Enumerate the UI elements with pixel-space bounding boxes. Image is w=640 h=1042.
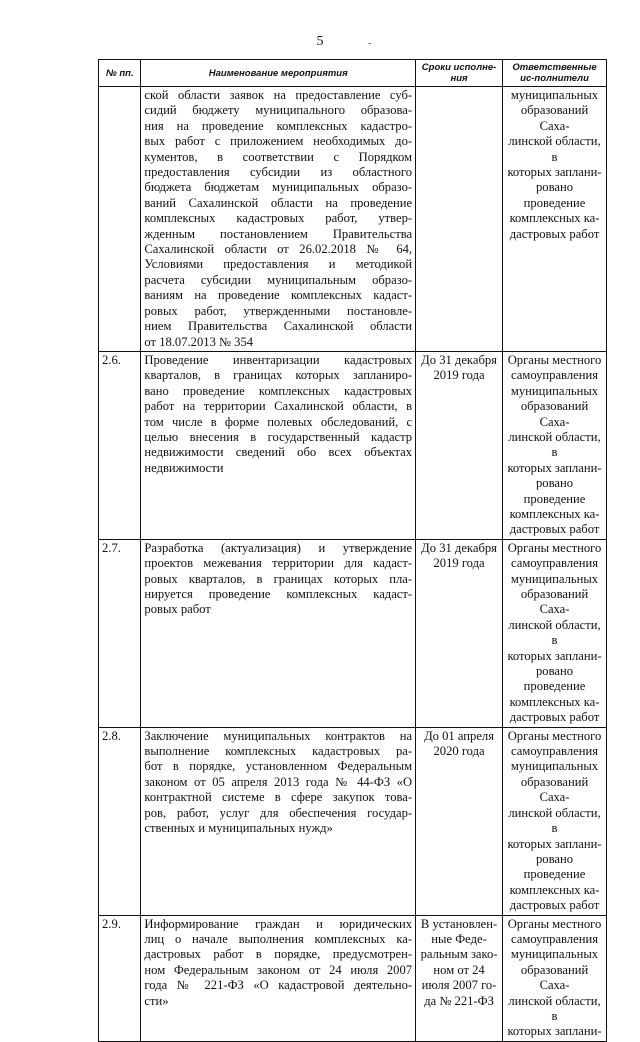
activity-name-line: ровых работ, утвержденными постановле- bbox=[144, 303, 413, 318]
activity-name-line: Проведение инвентаризации кадастровых bbox=[144, 352, 413, 367]
row-number bbox=[99, 87, 141, 352]
activity-name-line: от 18.07.2013 № 354 bbox=[144, 334, 254, 349]
responsible-line: которых заплани- bbox=[507, 836, 602, 851]
table-row bbox=[99, 727, 607, 915]
activity-name-line: Информирование граждан и юридических bbox=[144, 916, 413, 931]
responsible-line: Органы местного bbox=[507, 728, 602, 743]
deadline-line: да № 221-ФЗ bbox=[424, 993, 494, 1008]
activity-name-line: ровых работ bbox=[144, 602, 211, 617]
activity-name-line: проектов межевания территории для кадаст- bbox=[144, 556, 413, 571]
activity-name-line: целью внесения в государственный кадастр bbox=[144, 429, 413, 444]
responsible bbox=[503, 915, 607, 1041]
activity-name-line: ственных и муниципальных нужд» bbox=[144, 821, 333, 836]
responsible-line: образований Саха- bbox=[520, 774, 589, 805]
responsible-line: образований Саха- bbox=[520, 399, 589, 429]
responsible bbox=[503, 87, 607, 352]
activity-name-line: сти» bbox=[144, 993, 169, 1008]
deadline-line: июля 2007 го- bbox=[421, 978, 497, 993]
deadline-line: В установлен- bbox=[420, 916, 498, 931]
responsible-line: ровано проведение bbox=[523, 180, 586, 210]
responsible-line: дастровых работ bbox=[509, 898, 600, 913]
responsible-line: которых заплани- bbox=[507, 165, 602, 180]
responsible-line: комплексных ка- bbox=[509, 882, 600, 897]
responsible-line: комплексных ка- bbox=[509, 694, 600, 709]
activities-table bbox=[98, 59, 607, 1042]
activity-name bbox=[141, 915, 416, 1041]
activity-name bbox=[141, 727, 416, 915]
activity-name-line: дастровых работ в порядке, предусмотрен- bbox=[144, 947, 413, 962]
activity-name-line: ваниям на проведение комплексных кадаст- bbox=[144, 288, 413, 303]
responsible bbox=[503, 539, 607, 727]
table-row bbox=[99, 915, 607, 1041]
responsible-line: образований Саха- bbox=[520, 962, 589, 993]
activity-name-line: Сахалинской области от 26.02.2018 № 64, bbox=[144, 242, 413, 257]
responsible-line: Органы местного bbox=[507, 352, 602, 367]
activity-name-line: нием Правительства Сахалинской области bbox=[144, 319, 413, 334]
responsible-line: линской области, в bbox=[508, 134, 601, 164]
activity-name-line: вых работ с приложением необходимых до- bbox=[144, 134, 413, 149]
activity-name bbox=[141, 87, 416, 352]
activity-name-line: ров, работ, услуг для обеспечения государ- bbox=[144, 805, 413, 820]
responsible-line: самоуправления bbox=[511, 744, 598, 759]
responsible-line: муниципальных bbox=[510, 947, 599, 962]
header-num: № пп. bbox=[99, 60, 141, 87]
responsible-line: линской области, в bbox=[508, 805, 601, 836]
deadline-line: До 01 апреля bbox=[424, 728, 494, 743]
responsible-line: Органы местного bbox=[507, 916, 602, 931]
activity-name-line: контрактной системе в сфере закупок това- bbox=[144, 790, 413, 805]
responsible-line: муниципальных bbox=[510, 383, 599, 398]
deadline-line: ральным зако- bbox=[420, 947, 498, 962]
responsible-line: самоуправления bbox=[511, 368, 598, 383]
responsible-line: линской области, в bbox=[508, 993, 601, 1023]
activity-name-line: сидий бюджету муниципального образова- bbox=[144, 103, 413, 118]
responsible-line: дастровых работ bbox=[509, 710, 600, 725]
responsible-line: образований Саха- bbox=[520, 587, 589, 617]
deadline bbox=[416, 727, 503, 915]
responsible-line: линской области, в bbox=[508, 429, 601, 460]
deadline bbox=[416, 539, 503, 727]
activity-name-line: нируется проведение комплексных кадаст- bbox=[144, 587, 413, 601]
responsible-line: дастровых работ bbox=[509, 522, 600, 537]
responsible-line: линской области, в bbox=[508, 617, 601, 648]
responsible-line: муниципальных bbox=[510, 759, 599, 774]
deadline-line: 2019 года bbox=[433, 368, 485, 383]
responsible-line: ровано проведение bbox=[523, 476, 586, 506]
deadline-line: ные Феде- bbox=[431, 931, 487, 946]
deadline bbox=[416, 915, 503, 1041]
activity-name-line: выполнение комплексных кадастровых ра- bbox=[144, 744, 413, 759]
table-row bbox=[99, 539, 607, 727]
deadline bbox=[416, 351, 503, 539]
responsible-line: которых заплани- bbox=[507, 648, 602, 663]
activity-name-line: Условиями предоставления и методикой bbox=[144, 257, 413, 272]
page-mark: - bbox=[368, 38, 372, 49]
row-number: 2.6. bbox=[99, 351, 141, 539]
page-number: 5 bbox=[316, 34, 324, 49]
responsible-line: самоуправления bbox=[511, 931, 598, 946]
activity-name-line: лиц о начале выполнения комплексных ка- bbox=[144, 931, 413, 946]
activity-name-line: бот в порядке, установленном Федеральным bbox=[144, 759, 413, 774]
header-resp: Ответственные ис-полнители bbox=[503, 60, 607, 87]
responsible-line: дастровых работ bbox=[509, 226, 600, 241]
activity-name-line: ской области заявок на предоставление суб- bbox=[144, 88, 413, 102]
deadline bbox=[416, 87, 503, 352]
responsible-line: которых заплани- bbox=[507, 460, 602, 475]
responsible-line: образований Саха- bbox=[520, 103, 589, 133]
activity-name-line: предоставления субсидии из областного bbox=[144, 165, 413, 180]
header-term: Сроки исполне-ния bbox=[416, 60, 503, 87]
activity-name bbox=[141, 351, 416, 539]
activity-name-line: Разработка (актуализация) и утверждение bbox=[144, 540, 413, 555]
activity-name-line: законом от 05 апреля 2013 года № 44-ФЗ «О bbox=[144, 774, 413, 789]
deadline-line: До 31 декабря bbox=[421, 352, 497, 367]
activity-name-line: расчета субсидии муниципальным образо- bbox=[144, 272, 413, 287]
activity-name-line: ном Федеральным законом от 24 июля 2007 bbox=[144, 962, 413, 977]
activity-name-line: Заключение муниципальных контрактов на bbox=[144, 728, 413, 743]
responsible-line: муниципальных bbox=[510, 571, 599, 586]
activity-name-line: ровых кварталов, в границах которых пла- bbox=[144, 571, 413, 586]
row-number: 2.7. bbox=[99, 539, 141, 727]
responsible bbox=[503, 727, 607, 915]
deadline-line: 2019 года bbox=[433, 556, 485, 571]
responsible-line: комплексных ка- bbox=[509, 506, 600, 521]
responsible-line: муниципальных bbox=[510, 88, 599, 102]
responsible-line: которых заплани- bbox=[507, 1024, 602, 1039]
responsible-line: Органы местного bbox=[507, 540, 602, 555]
deadline-line: До 31 декабря bbox=[421, 540, 497, 555]
activity-name-line: том числе в форме полевых обследований, с bbox=[144, 414, 413, 429]
table-row bbox=[99, 87, 607, 352]
activity-name-line: жденным постановлением Правительства bbox=[144, 226, 413, 241]
activity-name-line: недвижимости сведений обо всех объектах bbox=[144, 445, 413, 460]
responsible-line: самоуправления bbox=[511, 556, 598, 571]
activity-name-line: кументов, в соответствии с Порядком bbox=[144, 149, 413, 164]
activity-name-line: ваний Сахалинской области на проведение bbox=[144, 195, 413, 210]
deadline-line: 2020 года bbox=[433, 744, 485, 759]
row-number: 2.9. bbox=[99, 915, 141, 1041]
activity-name-line: недвижимости bbox=[144, 460, 224, 475]
activity-name-line: кварталов, в границах которых запланиро- bbox=[144, 368, 413, 383]
row-number: 2.8. bbox=[99, 727, 141, 915]
responsible bbox=[503, 351, 607, 539]
table-row bbox=[99, 351, 607, 539]
deadline-line: ном от 24 bbox=[433, 962, 485, 977]
header-name: Наименование мероприятия bbox=[141, 60, 416, 87]
activity-name-line: вано проведение комплексных кадастровых bbox=[144, 383, 413, 398]
table-header-row bbox=[99, 60, 607, 87]
responsible-line: ровано проведение bbox=[523, 664, 586, 694]
activity-name-line: работ на территории Сахалинской области, в bbox=[144, 399, 413, 414]
activity-name bbox=[141, 539, 416, 727]
activity-name-line: комплексных кадастровых работ, утвер- bbox=[144, 211, 413, 226]
activity-name-line: ния на проведение комплексных кадастро- bbox=[144, 118, 413, 133]
responsible-line: ровано проведение bbox=[523, 851, 586, 882]
activity-name-line: бюджета бюджетам муниципальных образо- bbox=[144, 180, 413, 195]
activity-name-line: года № 221-ФЗ «О кадастровой деятельно- bbox=[144, 978, 413, 993]
responsible-line: комплексных ка- bbox=[509, 211, 600, 226]
